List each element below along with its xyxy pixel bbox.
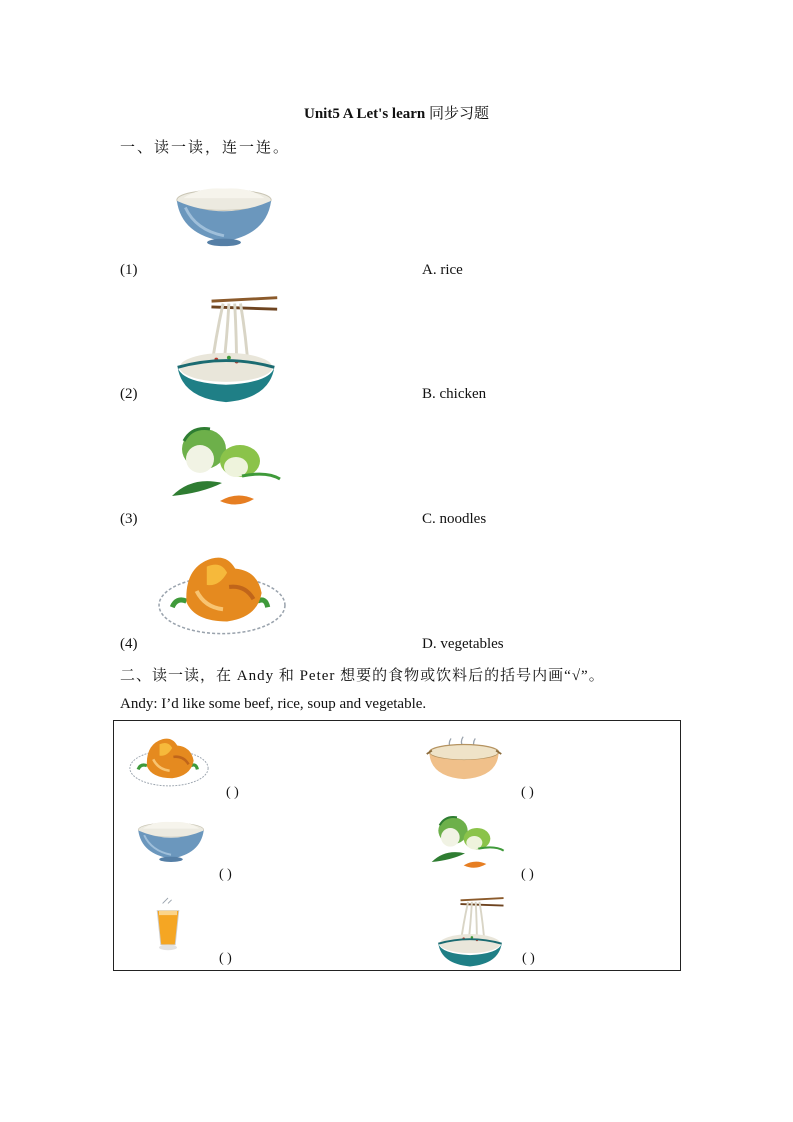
option-label: C. noodles	[422, 511, 487, 527]
option-label: A. rice	[422, 262, 463, 278]
rice-bowl-icon	[170, 183, 278, 249]
answer-parentheses[interactable]: ( )	[226, 785, 239, 800]
andy-statement: Andy: I’d like some beef, rice, soup and vegetable.	[120, 696, 427, 712]
soup-bowl-icon	[425, 730, 503, 785]
item-number: (2)	[120, 386, 138, 402]
section1-heading: 一、读一读，连一连。	[120, 140, 291, 156]
item-number: (1)	[120, 262, 138, 278]
answer-parentheses[interactable]: ( )	[522, 951, 535, 966]
answer-parentheses[interactable]: ( )	[219, 951, 232, 966]
page-title: Unit5 A Let's learn 同步习题	[303, 106, 490, 122]
option-label: D. vegetables	[422, 636, 504, 652]
noodles-bowl-icon	[424, 893, 516, 969]
answer-parentheses[interactable]: ( )	[521, 867, 534, 882]
section2-heading: 二、读一读，在 Andy 和 Peter 想要的食物或饮料后的括号内画“√”。	[120, 668, 605, 684]
vegetables-icon	[162, 420, 282, 512]
vegetables-icon	[425, 812, 505, 872]
item-number: (4)	[120, 636, 138, 652]
roast-chicken-icon	[156, 546, 288, 638]
rice-bowl-icon	[135, 818, 207, 864]
juice-glass-icon	[150, 896, 186, 954]
roast-chicken-icon	[128, 730, 210, 790]
item-number: (3)	[120, 511, 138, 527]
option-label: B. chicken	[422, 386, 487, 402]
noodles-bowl-icon	[160, 290, 292, 406]
answer-parentheses[interactable]: ( )	[219, 867, 232, 882]
answer-parentheses[interactable]: ( )	[521, 785, 534, 800]
